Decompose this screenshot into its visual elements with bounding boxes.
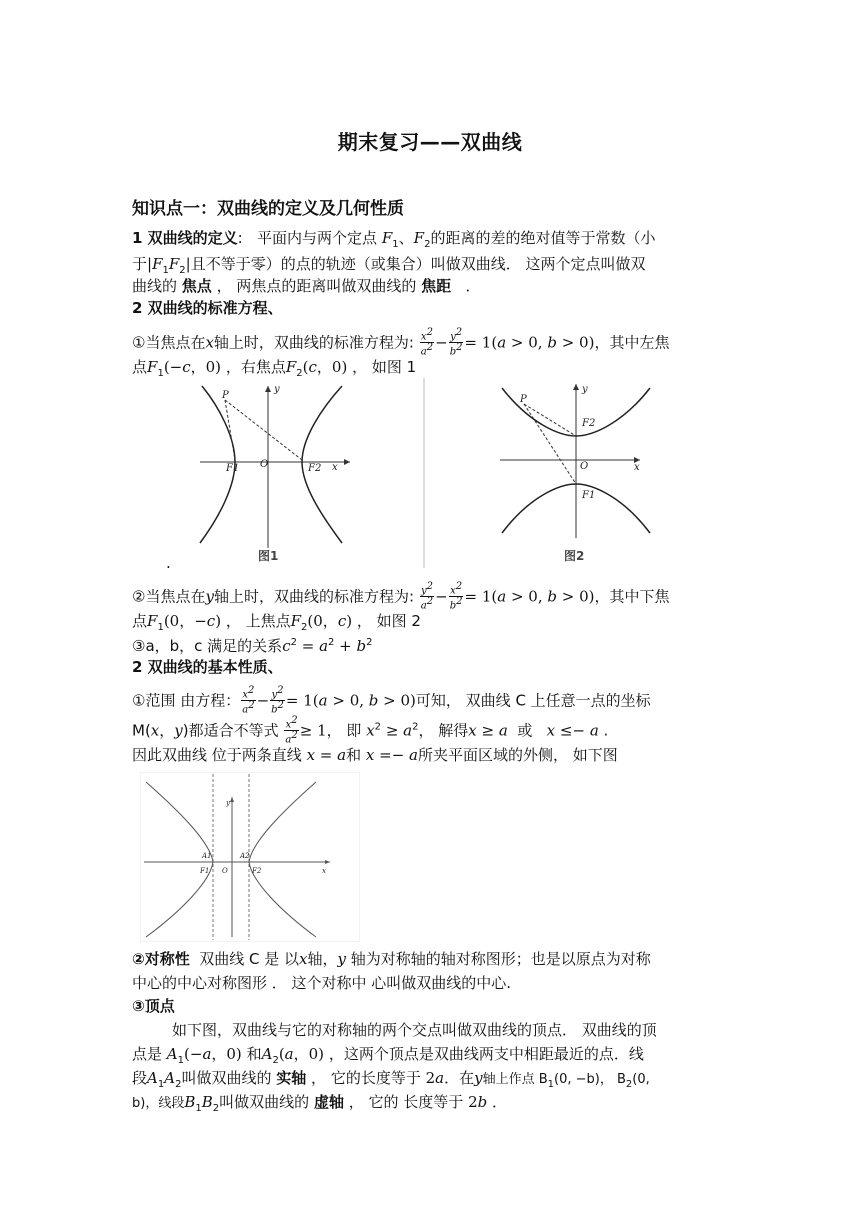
- fig3-label-x: x: [322, 867, 326, 875]
- fig3-label-a1: A1: [202, 852, 212, 860]
- basic-props-heading: 2 双曲线的基本性质、: [132, 658, 283, 676]
- fig2-label-f1: F1: [582, 490, 596, 501]
- fig1-label-f2: F2: [308, 463, 322, 474]
- definition-label: 1 双曲线的定义: [132, 229, 238, 247]
- fig3-label-f1: F1: [200, 867, 210, 875]
- figure-1: [200, 384, 350, 563]
- standard-eq-heading: 2 双曲线的标准方程、: [132, 299, 283, 317]
- x-axis-foci-line: 点$F_1(-c$，0) ，右焦点$F_2(c$，0) ， 如图 1: [132, 358, 417, 379]
- figure-range: [140, 772, 360, 942]
- vertex-heading: ③顶点: [132, 997, 175, 1015]
- y-axis-eq-line: ②当焦点在y轴上时，双曲线的标准方程为: $\frac{y^2}{a^2}$ − $\frac{x^2}{b^2}$ = 1(a > 0, b > 0)，其中下焦: [132, 581, 670, 612]
- fig1-point-p: P: [222, 390, 229, 401]
- fig1-caption: 图1: [258, 549, 279, 563]
- fig1-label-y: y: [274, 384, 280, 395]
- vertex-line-3: 段$A_1A_2$叫做双曲线的 实轴 ， 它的长度等于 2a．在y轴上作点 $B_1(0$, −b)， $B_2(0$,: [132, 1069, 650, 1090]
- vertex-line-4: b)，线段$B_1B_2$叫做双曲线的 虚轴 ， 它的 长度等于 2b ．: [132, 1093, 508, 1114]
- fig2-label-y: y: [582, 384, 588, 395]
- fig3-label-a2: A2: [240, 852, 250, 860]
- fig2-caption: 图2: [564, 549, 585, 563]
- fig3-label-f2: F2: [252, 867, 262, 875]
- figure-2: [500, 384, 650, 563]
- symmetry-label: ②对称性: [132, 950, 190, 968]
- fig1-label-x: x: [332, 462, 338, 473]
- y-axis-foci-line: 点$F_1(0$，−c) ， 上焦点$F_2(0$，c) ， 如图 2: [132, 612, 421, 633]
- fig2-label-o: O: [580, 461, 589, 472]
- fig3-label-o: O: [222, 867, 228, 875]
- definition-line-3: 曲线的 焦点 ， 两焦点的距离叫做双曲线的 焦距 ．: [132, 277, 481, 295]
- term-focal-distance: 焦距: [421, 277, 452, 295]
- stray-dot: .: [166, 554, 171, 572]
- vertex-line-1: 如下图，双曲线与它的对称轴的两个交点叫做双曲线的顶点． 双曲线的顶: [172, 1021, 657, 1039]
- fig1-label-o: O: [260, 459, 269, 470]
- fig3-label-y: y: [226, 799, 230, 807]
- range-line-2: M(x，y)都适合不等式 $\frac{x^2}{a^2}$ ≥ 1， 即 $x^2 \ge a^2$， 解得x ≥ a 或 x ≤− a .: [132, 715, 609, 746]
- range-line-3: 因此双曲线 位于两条直线 x = a和 x =− a所夹平面区域的外侧， 如下图: [132, 746, 618, 764]
- definition-line-2: 于$|F_1F_2|$且不等于零）的点的轨迹（或集合）叫做双曲线． 这两个定点叫做双: [132, 255, 646, 276]
- definition-line-1: 1 双曲线的定义: 平面内与两个定点 $F_1$、$F_2$的距离的差的绝对值等于常数（小: [132, 229, 656, 250]
- term-real-axis: 实轴: [276, 1069, 307, 1087]
- symmetry-line-2: 中心的中心对称图形 ． 这个对称中 心叫做双曲线的中心.: [132, 974, 512, 992]
- fig2-label-x: x: [634, 462, 640, 473]
- abc-relation-line: ③a，b，c 满足的关系$c^2 = a^2 + b^2$: [132, 637, 373, 655]
- x-axis-eq-line: ①当焦点在x轴上时，双曲线的标准方程为: $\frac{x^2}{a^2}$ − $\frac{y^2}{b^2}$ = 1(a > 0, b > 0)，其中左焦: [132, 327, 670, 358]
- section-heading-1: 知识点一：双曲线的定义及几何性质: [132, 199, 404, 219]
- fig2-point-p: P: [520, 394, 527, 405]
- term-imaginary-axis: 虚轴: [313, 1093, 344, 1111]
- fig1-label-f1: F1: [226, 463, 240, 474]
- figures-1-2: [190, 378, 700, 573]
- range-line-1: ①范围 由方程： $\frac{x^2}{a^2}$ − $\frac{y^2}{b^2}$ = 1(a > 0, b > 0)可知， 双曲线 C 上任意一点的坐标: [132, 685, 651, 716]
- fig2-label-f2: F2: [582, 418, 596, 429]
- def-text-2: 的距离的差的绝对值等于常数（小: [430, 229, 656, 247]
- page-title: 期末复习——双曲线: [337, 130, 523, 154]
- term-focus: 焦点: [181, 277, 212, 295]
- def-text: 平面内与两个定点: [257, 229, 378, 247]
- symmetry-line-1: ②对称性 双曲线 C 是 以x轴，y 轴为对称轴的轴对称图形；也是以原点为对称: [132, 950, 651, 968]
- vertex-line-2: 点是 $A_1(-a$，0) 和$A_2(a$，0) ，这两个顶点是双曲线两支中相距最近的点．线: [132, 1045, 644, 1066]
